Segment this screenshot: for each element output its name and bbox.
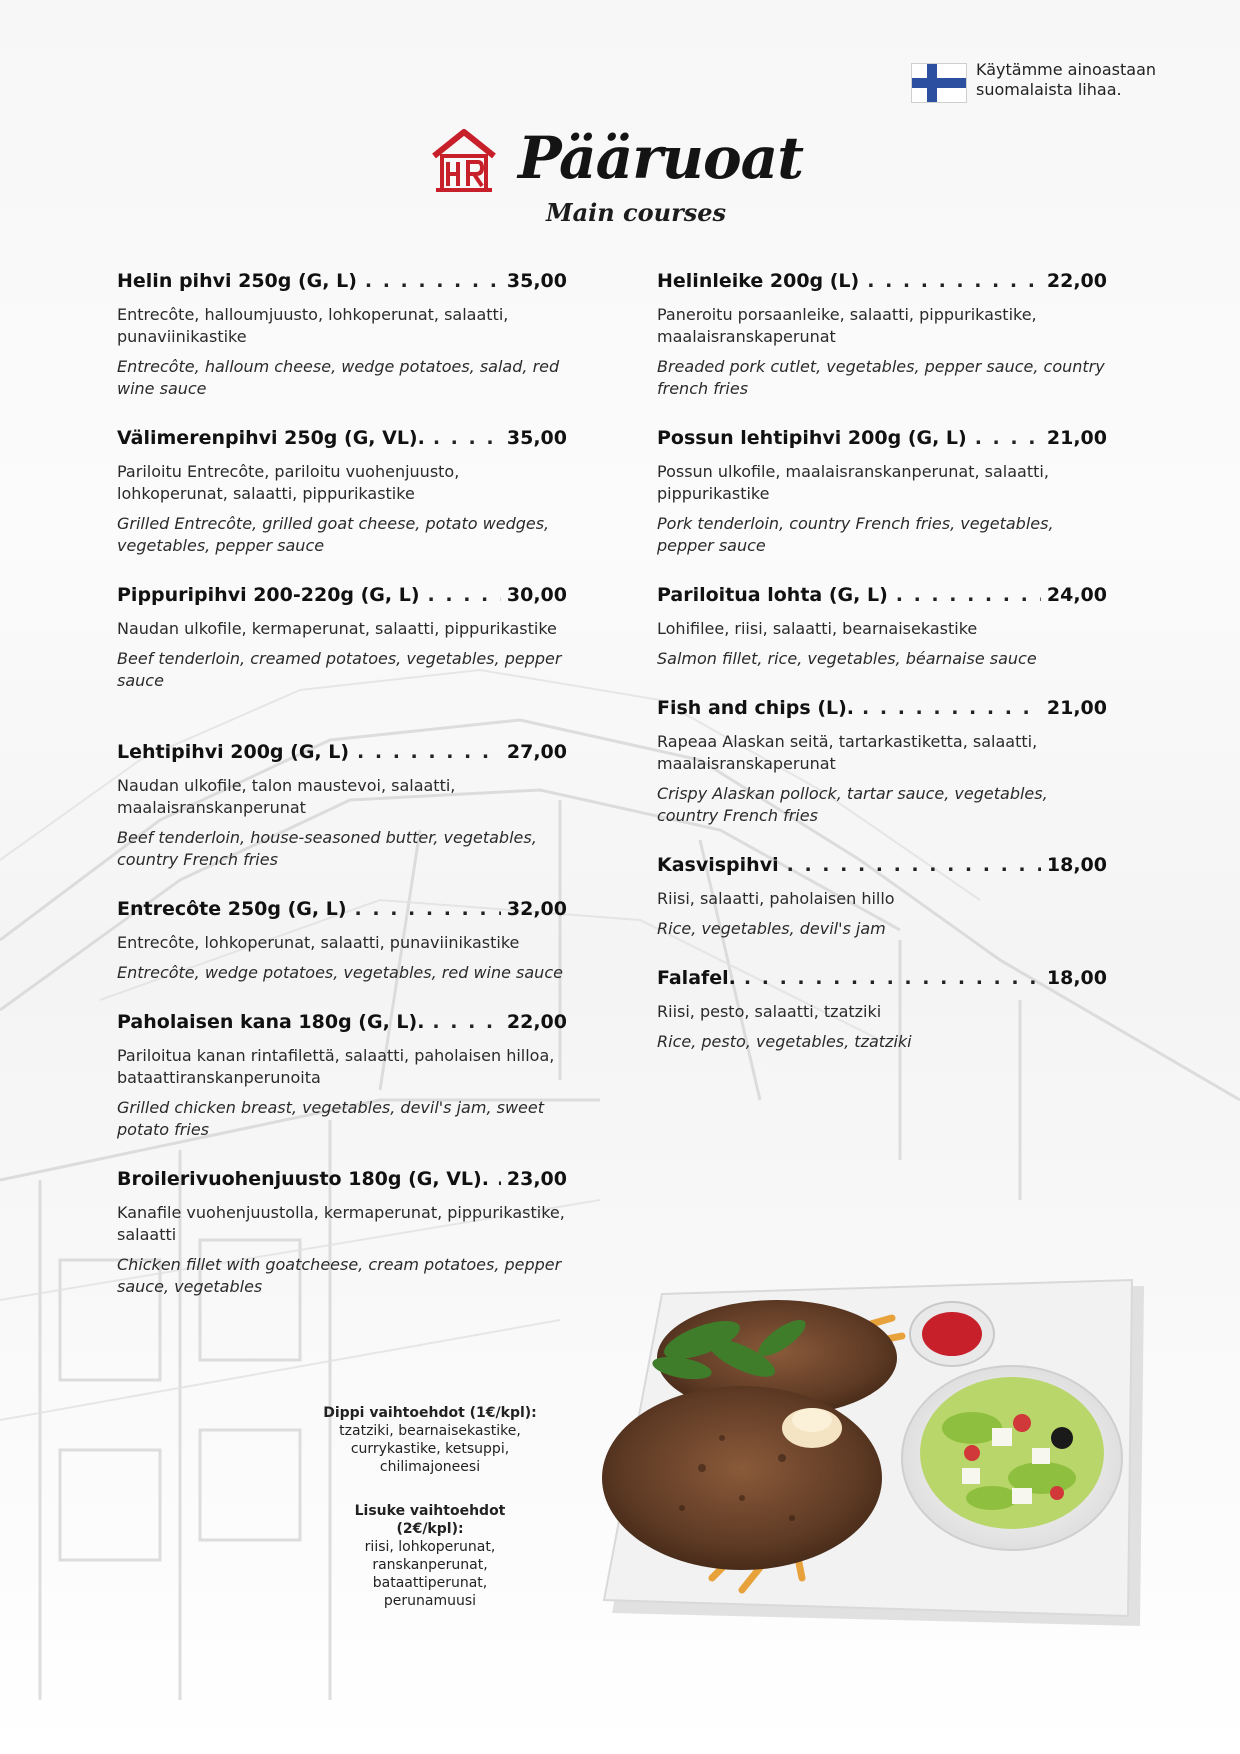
side-options-line: perunamuusi: [383, 1593, 477, 1609]
item-description-fi: Riisi, salaatti, paholaisen hillo: [657, 889, 895, 908]
side-options-heading: Lisuke vaihtoehdot (2€/kpl):: [354, 1503, 506, 1537]
menu-item: [657, 584, 1107, 670]
item-name: Falafel.: [657, 967, 736, 989]
item-description-fi: Naudan ulkofile, kermaperunat, salaatti, pippurikastike: [117, 619, 557, 638]
item-description-fi: Kanafile vuohenjuustolla, kermaperunat, pippurikastike, salaatti: [117, 1203, 565, 1244]
menu-item: [117, 898, 567, 984]
item-description-en: Entrecôte, halloum cheese, wedge potatoes, salad, red wine sauce: [117, 357, 560, 398]
item-name: Paholaisen kana 180g (G, L).: [117, 1011, 425, 1033]
item-description-en: Salmon fillet, rice, vegetables, béarnaise sauce: [657, 649, 1037, 668]
item-price: 22,00: [1046, 270, 1107, 292]
menu-item: [117, 1168, 567, 1298]
item-description-en: Breaded pork cutlet, vegetables, pepper sauce, country french fries: [657, 357, 1105, 398]
side-options-line: ranskanperunat,: [372, 1557, 488, 1573]
menu-item: [117, 741, 567, 871]
item-description-fi: Possun ulkofile, maalaisranskanperunat, salaatti, pippurikastike: [657, 462, 1049, 503]
item-name: Fish and chips (L).: [657, 697, 855, 719]
item-price: 35,00: [506, 270, 567, 292]
item-description-fi: Entrecôte, lohkoperunat, salaatti, punaviinikastike: [117, 933, 520, 952]
item-description-en: Pork tenderloin, country French fries, vegetables, pepper sauce: [657, 514, 1054, 555]
item-description-fi: Rapeaa Alaskan seitä, tartarkastiketta, salaatti, maalaisranskaperunat: [657, 732, 1038, 773]
item-price: 27,00: [506, 741, 567, 763]
item-description-en: Grilled Entrecôte, grilled goat cheese, potato wedges, vegetables, pepper sauce: [117, 514, 550, 555]
notice-text: Käytämme ainoastaan suomalaista lihaa.: [976, 60, 1157, 99]
item-description-fi: Pariloitu Entrecôte, pariloitu vuohenjuusto, lohkoperunat, salaatti, pippurikastike: [117, 462, 460, 503]
item-description-en: Rice, pesto, vegetables, tzatziki: [657, 1032, 912, 1051]
item-price: 22,00: [506, 1011, 567, 1033]
menu-item: [117, 584, 567, 692]
item-name: Välimerenpihvi 250g (G, VL).: [117, 427, 425, 449]
menu-item: [657, 967, 1107, 1053]
item-name: Helin pihvi 250g (G, L): [117, 270, 357, 292]
item-description-fi: Lohifilee, riisi, salaatti, bearnaisekastike: [657, 619, 978, 638]
dip-options-line: chilimajoneesi: [379, 1459, 481, 1475]
item-price: 35,00: [506, 427, 567, 449]
item-description-en: Beef tenderloin, house-seasoned butter, vegetables, country French fries: [117, 828, 537, 869]
menu-item: [657, 427, 1107, 557]
dip-options-heading: Dippi vaihtoehdot (1€/kpl):: [323, 1405, 537, 1421]
menu-item: [657, 697, 1107, 827]
item-description-fi: Entrecôte, halloumjuusto, lohkoperunat, salaatti, punaviinikastike: [117, 305, 509, 346]
finnish-meat-notice: [912, 60, 1176, 102]
item-name: Helinleike 200g (L): [657, 270, 860, 292]
finland-flag-icon: [912, 64, 966, 102]
item-name: Entrecôte 250g (G, L): [117, 898, 347, 920]
item-description-fi: Pariloitua kanan rintafilettä, salaatti, paholaisen hilloa, bataattiranskanperunoita: [117, 1046, 555, 1087]
item-description-en: Crispy Alaskan pollock, tartar sauce, vegetables, country French fries: [657, 784, 1048, 825]
item-price: 18,00: [1046, 967, 1107, 989]
item-description-en: Grilled chicken breast, vegetables, devil's jam, sweet potato fries: [117, 1098, 544, 1139]
item-price: 30,00: [506, 584, 567, 606]
item-name: Lehtipihvi 200g (G, L): [117, 741, 350, 763]
item-price: 24,00: [1046, 584, 1107, 606]
menu-item: [117, 270, 567, 400]
side-options-line: riisi, lohkoperunat,: [364, 1539, 496, 1555]
menu-item: [117, 1011, 567, 1141]
item-name: Possun lehtipihvi 200g (G, L): [657, 427, 967, 449]
item-price: 21,00: [1046, 427, 1107, 449]
item-name: Pariloitua lohta (G, L): [657, 584, 888, 606]
restaurant-logo-icon: [430, 128, 498, 194]
steak-plate-photo: [592, 1278, 1152, 1628]
item-name: Broilerivuohenjuusto 180g (G, VL).: [117, 1168, 489, 1190]
menu-item: [657, 854, 1107, 940]
item-price: 21,00: [1046, 697, 1107, 719]
side-options-line: bataattiperunat,: [372, 1575, 488, 1591]
item-price: 23,00: [506, 1168, 567, 1190]
menu-title: [430, 124, 850, 244]
item-description-fi: Riisi, pesto, salaatti, tzatziki: [657, 1002, 882, 1021]
page-title: Pääruoat: [518, 124, 804, 192]
item-description-fi: Naudan ulkofile, talon maustevoi, salaatti, maalaisranskanperunat: [117, 776, 456, 817]
item-description-en: Chicken fillet with goatcheese, cream potatoes, pepper sauce, vegetables: [117, 1255, 562, 1296]
item-price: 32,00: [506, 898, 567, 920]
extras-options: [320, 1404, 540, 1610]
item-name: Pippuripihvi 200-220g (G, L): [117, 584, 420, 606]
item-description-en: Beef tenderloin, creamed potatoes, vegetables, pepper sauce: [117, 649, 562, 690]
item-description-en: Entrecôte, wedge potatoes, vegetables, red wine sauce: [117, 963, 563, 982]
dip-options-line: currykastike, ketsuppi,: [350, 1441, 510, 1457]
item-price: 18,00: [1046, 854, 1107, 876]
page-subtitle: Main courses: [546, 198, 727, 227]
item-name: Kasvispihvi: [657, 854, 779, 876]
item-description-fi: Paneroitu porsaanleike, salaatti, pippurikastike, maalaisranskaperunat: [657, 305, 1037, 346]
item-description-en: Rice, vegetables, devil's jam: [657, 919, 886, 938]
menu-item: [117, 427, 567, 557]
dip-options-line: tzatziki, bearnaisekastike,: [339, 1423, 521, 1439]
menu-item: [657, 270, 1107, 400]
